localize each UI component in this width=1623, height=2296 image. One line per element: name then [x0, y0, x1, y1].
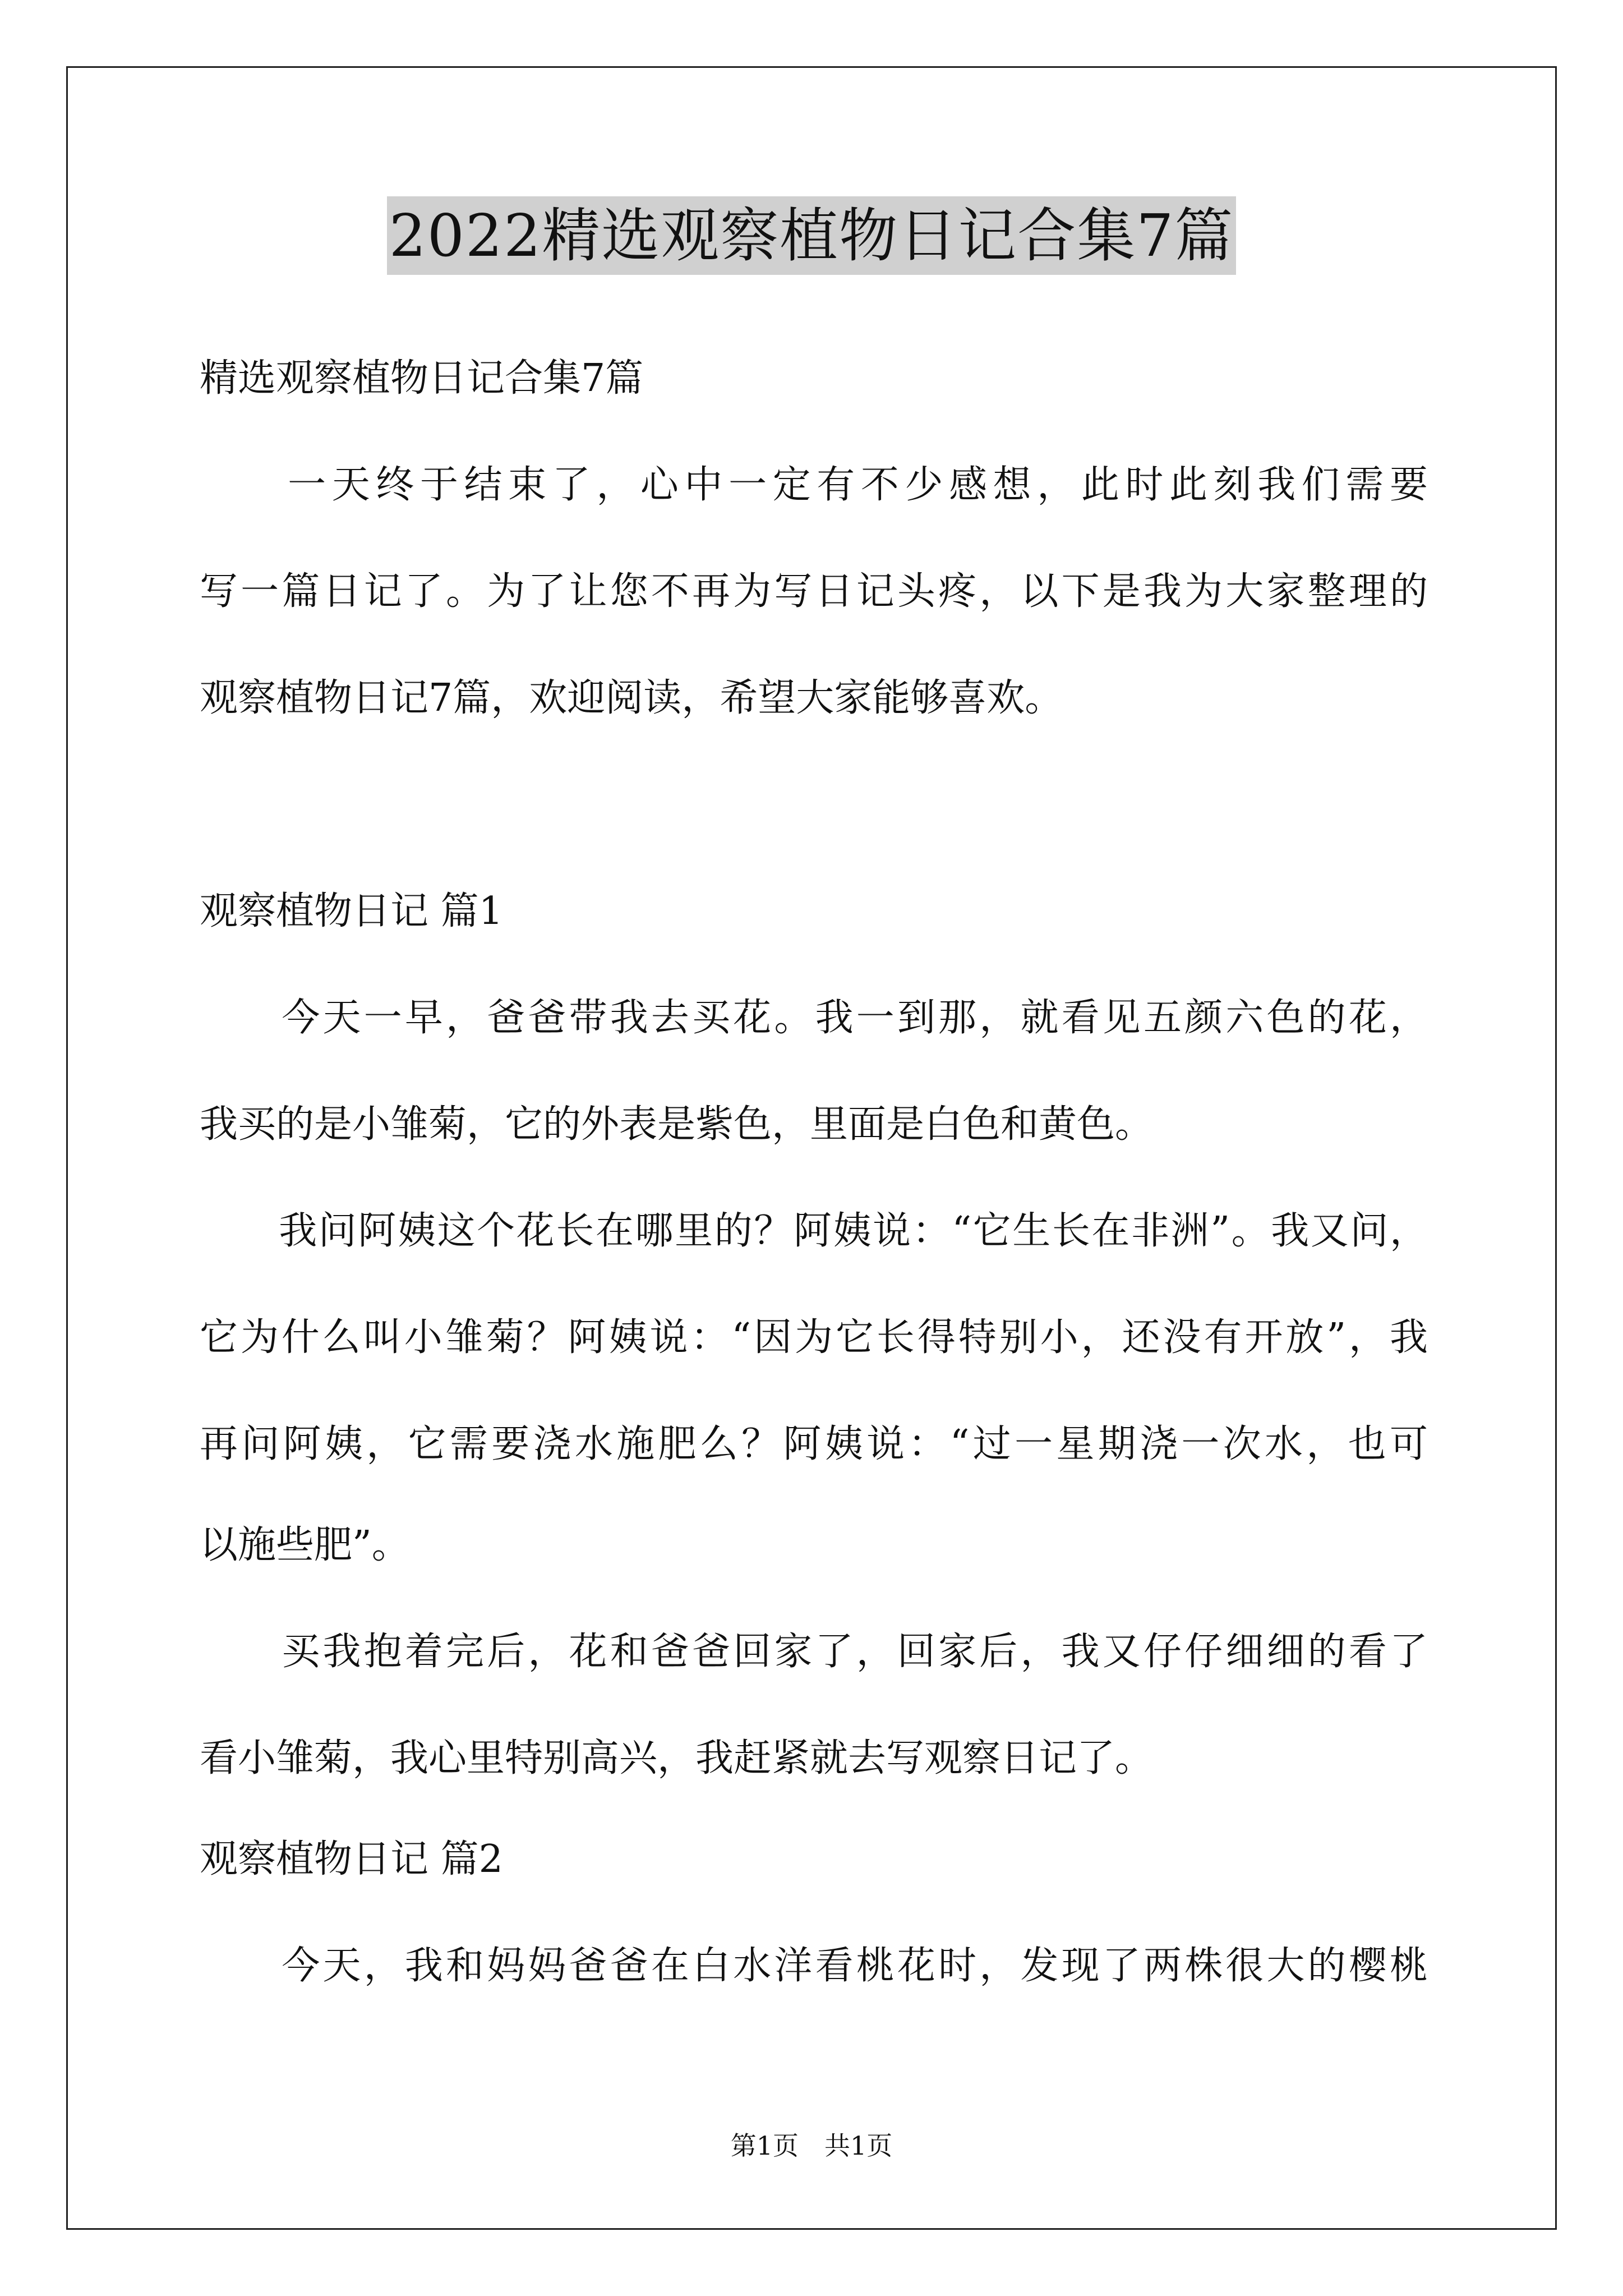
section-heading-1: 观察植物日记 篇1 [200, 889, 503, 933]
document-title: 2022精选观察植物日记合集7篇 [387, 196, 1237, 275]
page-number: 第1页 共1页 [730, 2131, 893, 2161]
section-1-line-1: 今天一早，爸爸带我去买花。我一到那，就看见五颜六色的花， [200, 996, 1428, 1040]
section-1-line-7: 买我抱着完后，花和爸爸回家了，回家后，我又仔仔细细的看了 [200, 1630, 1428, 1674]
section-heading-2: 观察植物日记 篇2 [200, 1837, 503, 1881]
title-wrap [0, 196, 1623, 275]
section-1-line-5: 再问阿姨，它需要浇水施肥么？阿姨说：“过一星期浇一次水，也可 [200, 1422, 1428, 1466]
section-1-line-3: 我问阿姨这个花长在哪里的？阿姨说：“它生长在非洲”。我又问， [200, 1209, 1428, 1253]
section-1-line-6: 以施些肥”。 [200, 1523, 410, 1567]
section-2-line-1: 今天，我和妈妈爸爸在白水洋看桃花时，发现了两株很大的樱桃 [200, 1944, 1428, 1988]
document-subtitle: 精选观察植物日记合集7篇 [200, 356, 644, 401]
section-1-line-2: 我买的是小雏菊，它的外表是紫色，里面是白色和黄色。 [200, 1102, 1154, 1147]
section-1-line-4: 它为什么叫小雏菊？阿姨说：“因为它长得特别小，还没有开放”，我 [200, 1315, 1428, 1360]
section-1-line-8: 看小雏菊，我心里特别高兴，我赶紧就去写观察日记了。 [200, 1736, 1154, 1780]
intro-line-2: 写一篇日记了。为了让您不再为写日记头疼，以下是我为大家整理的 [200, 569, 1428, 614]
intro-line-1: 一天终于结束了，心中一定有不少感想，此时此刻我们需要 [200, 463, 1428, 507]
intro-line-3: 观察植物日记7篇，欢迎阅读，希望大家能够喜欢。 [200, 676, 1063, 720]
